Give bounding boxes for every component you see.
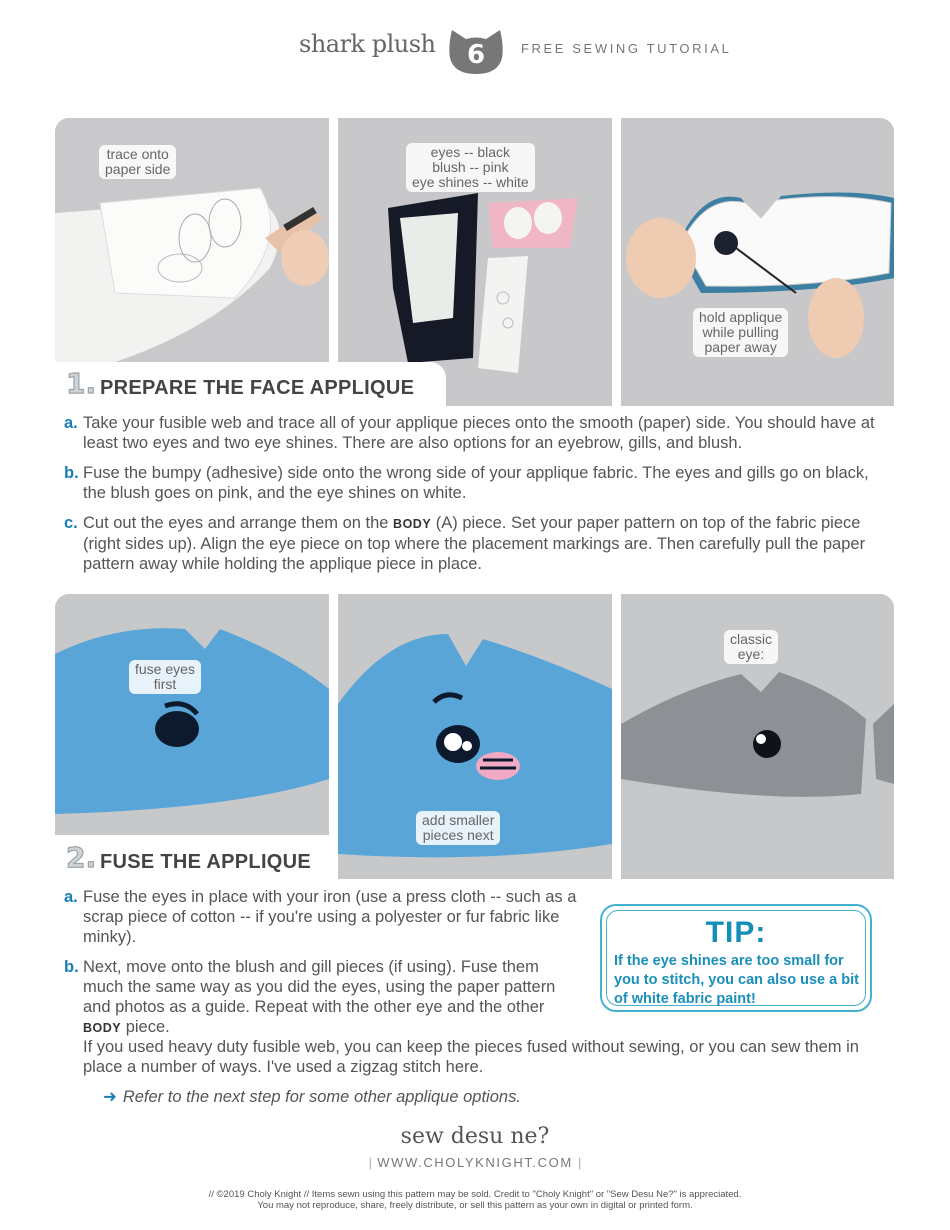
footer-url-row: | WWW.CHOLYKNIGHT.COM | [368, 1155, 582, 1170]
copyright-line-2: You may not reproduce, share, freely distribute, or sell this pattern as your own in digital or printed form. [257, 1200, 693, 1211]
photo-classic-eye [621, 594, 894, 879]
arrow-right-icon: ➜ [103, 1088, 117, 1106]
step-1a: a. Take your fusible web and trace all of your applique pieces onto the smooth (paper) side. You should have at least two eyes and two eye shines. There are also options for an eyebrow, gills, and blush. [64, 414, 875, 452]
photo-label: fuse eyes first [129, 660, 201, 694]
photo-label: add smaller pieces next [416, 811, 500, 845]
pattern-subtitle: FREE SEWING TUTORIAL [521, 41, 732, 56]
tip-box [600, 904, 872, 1012]
body-piece-name: BODY [83, 1021, 122, 1035]
page-number: 6 [466, 40, 486, 70]
next-step-note: ➜ Refer to the next step for some other applique options. [103, 1088, 521, 1106]
footer-brand: sew desu ne? [400, 1124, 550, 1149]
section-2-number: 2. [66, 841, 97, 874]
step-marker: b. [64, 464, 79, 482]
step-marker: b. [64, 958, 79, 976]
step-marker: c. [64, 514, 78, 532]
step-2a: a. Fuse the eyes in place with your iron (use a press cloth -- such as a scrap piece of cotton -- if you're using a polyester or fur fabric like minky). [64, 888, 577, 946]
step-1c: c. Cut out the eyes and arrange them on the BODY (A) piece. Set your paper pattern on top of the fabric piece (right sides up). Align the eye piece on top where the placement markings are. Then carefully pull the paper pattern away while holding the applique piece in place. [64, 514, 866, 573]
photo-peel-paper [621, 118, 894, 406]
section-2-title: FUSE THE APPLIQUE [100, 851, 312, 873]
pattern-title: shark plush [299, 30, 436, 58]
step-2b: b. Next, move onto the blush and gill pieces (if using). Fuse them much the same way as you did the eyes, using the paper pattern and photos as a guide. Repeat with the other eye and the other BODY piece. [64, 958, 556, 1036]
step-2-extra: If you used heavy duty fusible web, you can keep the pieces fused without sewing, or you can sew them in place a number of ways. I've used a zigzag stitch here. [83, 1038, 859, 1076]
photo-trace-pattern [55, 118, 329, 362]
photo-label: hold applique while pulling paper away [693, 308, 788, 357]
step-marker: a. [64, 414, 78, 432]
step-1b: b. Fuse the bumpy (adhesive) side onto the wrong side of your applique fabric. The eyes and gills go on black, the blush goes on pink, and the eye shines on white. [64, 464, 869, 502]
website-link[interactable]: WWW.CHOLYKNIGHT.COM [377, 1155, 573, 1170]
copyright-line-1: // ©2019 Choly Knight // Items sewn using this pattern may be sold. Credit to "Choly Knight" or "Sew Desu Ne?" is appreciated. [208, 1189, 742, 1200]
photo-label: classic eye: [724, 630, 778, 664]
step-marker: a. [64, 888, 78, 906]
photo-smaller-pieces [338, 594, 612, 879]
photo-fuse-eyes [55, 594, 329, 835]
photo-label: eyes -- black blush -- pink eye shines -- white [406, 143, 535, 192]
section-1-title: PREPARE THE FACE APPLIQUE [100, 377, 415, 399]
photo-label: trace onto paper side [99, 145, 176, 179]
tip-title: TIP: [705, 916, 767, 949]
body-piece-name: BODY [393, 517, 432, 531]
section-1-number: 1. [66, 367, 97, 400]
tip-text: If the eye shines are too small for you to stitch, you can also use a bit of white fabric paint! [614, 953, 859, 1007]
